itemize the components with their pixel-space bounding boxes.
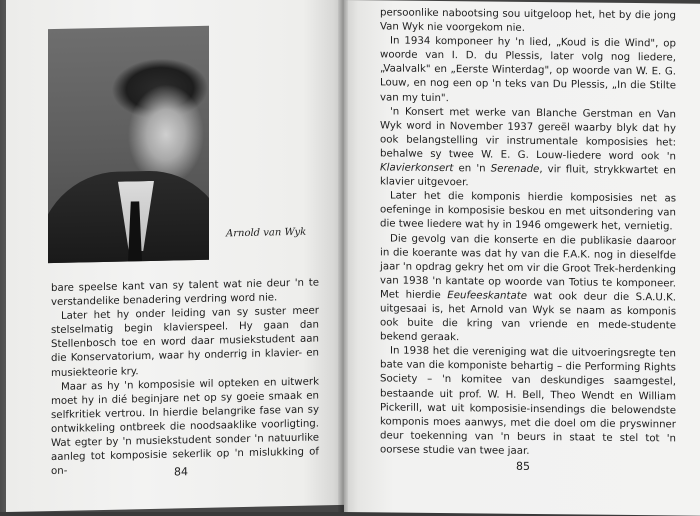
left-paragraph-2: Later het hy onder leiding van sy suster meer stelselmatig begin klavierspeel. Hy gaan dan Stellenbosch toe en word daar musiekstudent aan die Konservatorium, waar hy onderrig in klavier- en musiekteorie kry. bbox=[51, 305, 319, 379]
right-paragraph-4: Later het die komponis hierdie komposisies net as oefeninge in komposisie beskou en met uitsondering van die twee liedere wat hy in 1946 omgewerk het, vernietig. bbox=[380, 190, 676, 233]
left-body-text bbox=[51, 276, 319, 479]
right-page bbox=[344, 0, 700, 516]
serenade-title: Serenade bbox=[490, 163, 540, 176]
portrait-photo bbox=[48, 26, 209, 263]
photo-caption: Arnold van Wyk bbox=[226, 226, 307, 240]
left-paragraph-3: Maar as hy 'n komposisie wil opteken en uitwerk moet hy in dié beginjare net op sy goeie smaak en selfkritiek vertrou. In hierdie belangrike fase van sy ontwikkeling ontbreek die noodsaaklike voorligting. Wat egter by 'n musiekstudent sonder 'n natuurlike aanleg tot komposisie sekerlik op 'n mislukking of on- bbox=[51, 376, 319, 478]
right-paragraph-5-text-a: Die gevolg van die konserte en die publikasie daaroor in die koerante was dat hy van die F.A.K. nog in dieselfde jaar 'n opdrag gekry het om vir die Groot Trek-herdenking van 1938 'n kantate op woorde van Totius te komponeer. Met hierdie bbox=[380, 232, 676, 301]
right-paragraph-2: In 1934 komponeer hy 'n lied, „Koud is die Wind", op woorde van I. D. du Plessis, later volg nog liedere, „Vaalvalk" en „Eerste Winterdag", op woorde van W. E. G. Louw, en nog een op 'n teks van Du Plessis, „In die Stilte van my tuin". bbox=[380, 35, 676, 104]
right-paragraph-3 bbox=[380, 105, 676, 193]
right-paragraph-1: persoonlike nabootsing sou uitgeloop het, het by die jong Van Wyk nie voorgekom nie. bbox=[380, 7, 676, 34]
klavierkonsert-title: Klavierkonsert bbox=[380, 162, 454, 175]
right-page-number: 85 bbox=[516, 459, 530, 473]
right-paragraph-6: In 1938 het die vereniging wat die uitvoeringsregte ten bate van die komponiste behartig – die Performing Rights Society – 'n komitee van deskundiges saamgestel, bestaande uit prof. W. H. Bell, Theo Wendt en William Pickerill, wat uit komposisie-insendings die belowendste komponis moes aanwys, met die doel om die pryswinner deur toekenning van 'n beurs in staat te stel tot 'n oorsese studie van twee jaar. bbox=[380, 345, 676, 457]
right-paragraph-3-text-c: en 'n bbox=[453, 163, 491, 175]
left-page bbox=[6, 0, 344, 512]
left-page-number: 84 bbox=[174, 465, 188, 479]
book-gutter bbox=[338, 0, 348, 512]
right-paragraph-5-text-c: wat ook deur die S.A.U.K. uitgesaai is, het Arnold van Wyk se naam as komponis ook buite die kring van vriende en mede-studente bekend geraak. bbox=[380, 290, 676, 344]
right-paragraph-5 bbox=[380, 232, 676, 348]
right-paragraph-3-text-a: 'n Konsert met werke van Blanche Gerstman en Van Wyk word in November 1937 gereël waarby blyk dat hy ook belangstelling vir instrumentale komposisies het: behalwe sy twee W. E. G. Louw-liedere word ook 'n bbox=[380, 106, 676, 163]
left-paragraph-1: bare speelse kant van sy talent wat nie deur 'n te verstandelike benadering verdring word nie. bbox=[51, 277, 319, 309]
right-paragraph-3-text-e: , vir fluit, strykkwartet en klavier uitgevoer. bbox=[380, 164, 676, 189]
right-body-text bbox=[380, 6, 676, 460]
eeufeeskantate-title: Eeufeeskantate bbox=[447, 289, 527, 302]
